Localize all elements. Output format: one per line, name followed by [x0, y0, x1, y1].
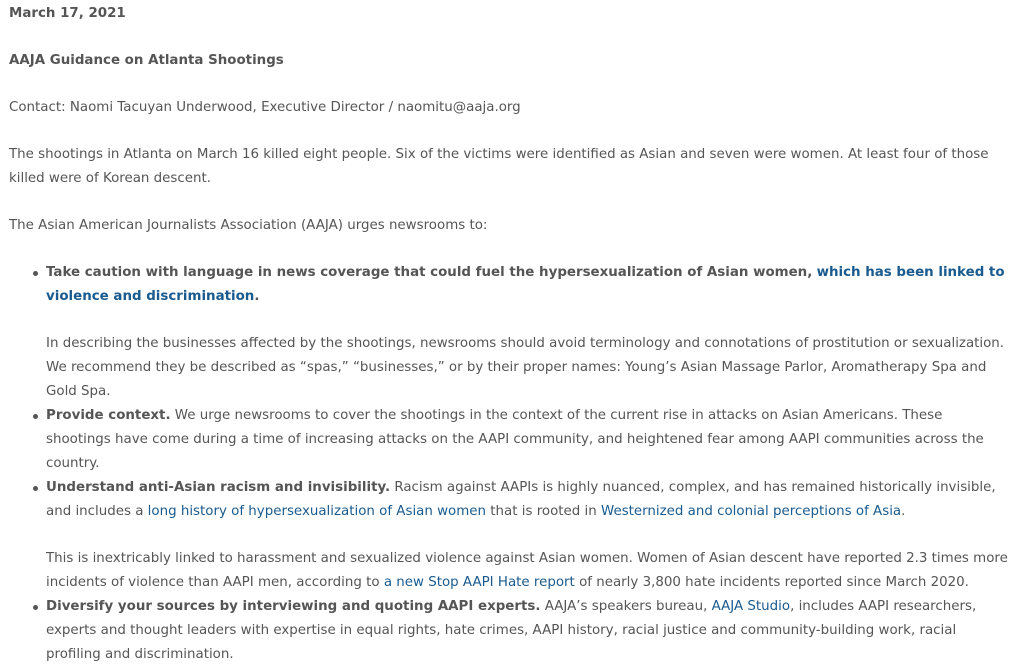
item-body [46, 547, 1009, 595]
bullet-icon [33, 271, 38, 276]
contact-line: Contact: Naomi Tacuyan Underwood, Executive Director / naomitu@aaja.org [9, 100, 521, 115]
page-title: AAJA Guidance on Atlanta Shootings [9, 53, 284, 68]
item-text: Racism against AAPIs is highly nuanced, complex, and has remained historically invisible, and includes a [46, 480, 996, 519]
list-item [9, 404, 1009, 476]
item-text: of nearly 3,800 hate incidents reported since March 2020. [574, 575, 969, 590]
item-heading-text: Take caution with language in news coverage that could fuel the hypersexualization of Asian women, [46, 265, 813, 280]
item-text: We urge newsrooms to cover the shootings in the context of the current rise in attacks on Asian Americans. These shootings have come during a time of increasing attacks on the AAPI community, and heightened fear among AAPI communities across the country. [46, 408, 984, 471]
aaja-studio-link[interactable]: AAJA Studio [711, 599, 791, 614]
item-text: , includes AAPI researchers, experts and thought leaders with expertise in equal rights, hate crimes, AAPI history, racial justice and community-building work, racial profiling and discrimination. [46, 599, 977, 662]
item-paragraph [46, 476, 1009, 524]
colonial-perceptions-link[interactable]: Westernized and colonial perceptions of Asia [601, 504, 902, 519]
bullet-icon [33, 414, 38, 419]
item-heading-text: Understand anti-Asian racism and invisibility. [46, 480, 391, 495]
item-paragraph [46, 595, 1009, 667]
bullet-icon [33, 605, 38, 610]
item-heading-end: . [254, 289, 260, 304]
item-paragraph [46, 404, 1009, 476]
hypersexualization-history-link[interactable]: long history of hypersexualization of Asian women [147, 504, 487, 519]
guidance-list [9, 261, 1009, 667]
item-heading [46, 261, 1009, 309]
violence-discrimination-link[interactable]: which has been linked to violence and discrimination [46, 265, 1005, 304]
item-text: that is rooted in [486, 504, 601, 519]
list-item [9, 595, 1009, 667]
item-heading-text: Diversify your sources by interviewing and quoting AAPI experts. [46, 599, 541, 614]
lead-paragraph: The shootings in Atlanta on March 16 killed eight people. Six of the victims were identified as Asian and seven were women. At least four of those killed were of Korean descent. [9, 147, 989, 186]
stop-aapi-hate-report-link[interactable]: a new Stop AAPI Hate report [383, 575, 575, 590]
item-heading-text: Provide context. [46, 408, 171, 423]
item-text: . [901, 504, 906, 519]
list-item [9, 476, 1009, 595]
item-text: This is inextricably linked to harassment and sexualized violence against Asian women. Women of Asian descent have reported 2.3 times more incidents of violence than AAPI men, according to [46, 551, 1008, 590]
list-item [9, 261, 1009, 404]
bullet-icon [33, 486, 38, 491]
item-text: AAJA’s speakers bureau, [540, 599, 712, 614]
release-date: March 17, 2021 [9, 6, 126, 21]
item-body: In describing the businesses affected by the shootings, newsrooms should avoid terminology and connotations of prostitution or sexualization. We recommend they be described as “spas,” “businesses,” or by their proper names: Young’s Asian Massage Parlor, Aromatherapy Spa and Gold Spa. [46, 336, 1005, 399]
intro-paragraph: The Asian American Journalists Association (AAJA) urges newsrooms to: [9, 218, 488, 233]
